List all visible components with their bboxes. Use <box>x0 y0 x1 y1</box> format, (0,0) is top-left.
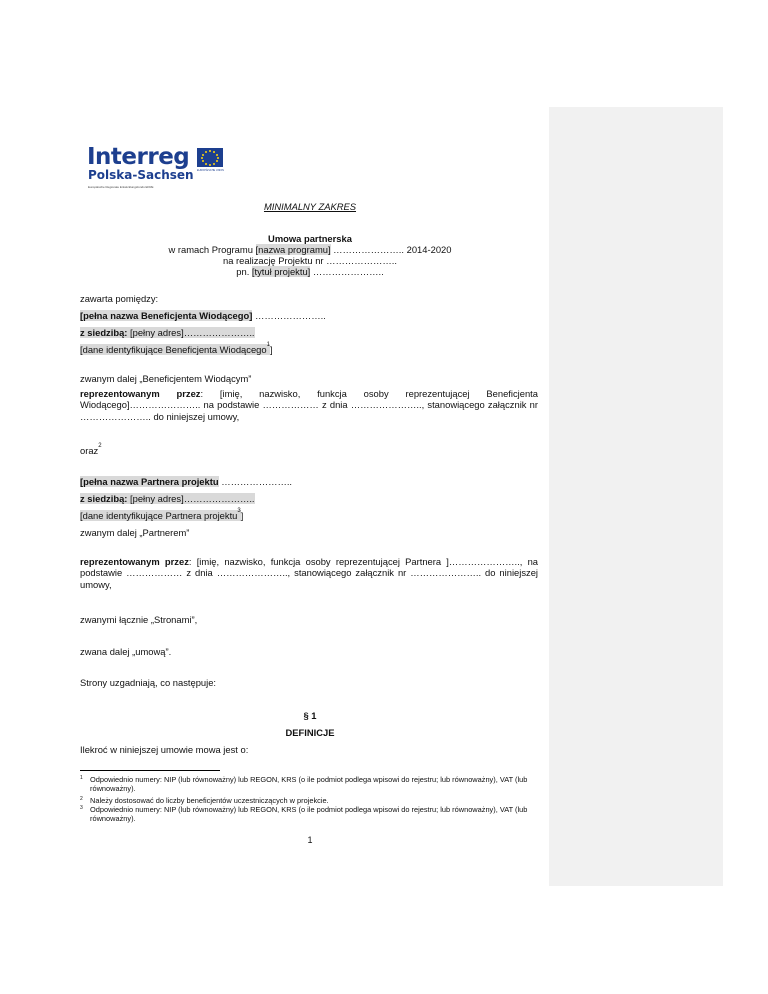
section-number: § 1 <box>303 710 317 721</box>
lead-beneficiary-called: zwanym dalej „Beneficjentem Wiodącym” <box>80 373 252 384</box>
project-title-line: pn. [tytuł projektu] ………………….. <box>236 266 384 277</box>
eu-flag-icon <box>197 148 223 167</box>
partner-ident: [dane identyfikujące Partnera projektu$^3$] <box>80 507 244 521</box>
lead-beneficiary-ident: [dane identyfikujące Beneficjenta Wiodącego$^1$] <box>80 341 273 355</box>
comment-pane <box>549 107 723 886</box>
concluded-between: zawarta pomiędzy: <box>80 293 159 304</box>
logo-brand: Interreg <box>87 144 190 170</box>
lead-beneficiary-name: [pełna nazwa Beneficjenta Wiodącego] ………………….. <box>80 310 326 321</box>
partner-name: [pełna nazwa Partnera projektu ………………….. <box>80 476 293 487</box>
page-number: 1 <box>307 835 313 845</box>
doc-heading: MINIMALNY ZAKRES <box>263 201 357 212</box>
partner-representation: reprezentowanym przez: [imię, nazwisko, funkcja osoby reprezentującej Partnera ]………………….., na podstawie ……………… z dnia ………………….., stanowiącego załącznik nr ………………….. do niniejszej umowy, <box>80 556 538 590</box>
jointly-called: zwanymi łącznie „Stronami”, <box>80 614 198 625</box>
partner-called: zwanym dalej „Partnerem” <box>80 527 190 538</box>
document-page: Interreg Polska-Sachsen Europäische Regionale Entwicklungsfonds EFRE EUROPÄISCHE UNION MINIMALNY ZAKRES Umowa partnerska w ramach Programu [nazwa programu] ………………….. 2014-2020 na realizację Projektu nr ………………….. pn. [tytuł projektu] ………………….. zawarta pomiędzy: [pełna nazwa Beneficjenta Wiodącego] ………………….. z siedzibą: [pełny adres]………………….. [dane identyfikujące Beneficjenta Wiodącego$^1$] zwanym dalej „Beneficjentem Wiodącym” reprezentowanym przez: [imię, nazwisko, funkcja osoby reprezentującej Beneficjenta Wiodącego]………………….. na podstawie ……………… z dnia ………………….., stanowiącego załącznik nr ………………….. do niniejszej umowy, oraz$^2$ [pełna nazwa Partnera projektu ………………….. z siedzibą: [pełny adres]………………….. [dane identyfikujące Partnera projektu$^3$] zwanym dalej „Partnerem” reprezentowanym przez: [imię, nazwisko, funkcja osoby reprezentującej Partnera ]………………….., na podstawie ……………… z dnia ………………….., stanowiącego załącznik nr ………………….. do niniejszej umowy, zwanymi łącznie „Stronami”, zwana dalej „umową”. Strony uzgadniają, co następuje: § 1 DEFINICJE Ilekroć w niniejszej umowie mowa jest o: 1 Odpowiednio numery: NIP (lub równoważny) lub REGON, KRS (o ile podmiot podlega wpisowi do rejestru; lub równoważny), VAT (lub równoważny). 2 Należy dostosować do liczby beneficjentów uczestniczących w projekcie. 3 Odpowiednio numery: NIP (lub równoważny) lub REGON, KRS (o ile podmiot podlega wpisowi do rejestru; lub równoważny), VAT (lub równoważny). 1 <box>0 0 768 994</box>
logo-region: Polska-Sachsen <box>88 168 194 182</box>
eu-caption: EUROPÄISCHE UNION <box>197 169 224 172</box>
hereinafter-called: zwana dalej „umową”. <box>80 646 172 657</box>
parties-agree: Strony uzgadniają, co następuje: <box>80 677 217 688</box>
definitions-intro: Ilekroć w niniejszej umowie mowa jest o: <box>80 744 249 755</box>
section-title: DEFINICJE <box>285 727 335 738</box>
partner-seat: z siedzibą: [pełny adres]………………….. <box>80 493 255 504</box>
and-conjunction: oraz$^2$ <box>80 442 102 456</box>
lead-beneficiary-seat: z siedzibą: [pełny adres]………………….. <box>80 327 255 338</box>
program-line: w ramach Programu [nazwa programu] ………………….. 2014-2020 <box>168 244 452 255</box>
interreg-logo <box>87 144 227 194</box>
footnote-separator <box>80 770 220 771</box>
project-number-line: na realizację Projektu nr ………………….. <box>222 255 397 266</box>
doc-title: Umowa partnerska <box>268 233 352 244</box>
lead-representation: reprezentowanym przez: [imię, nazwisko, funkcja osoby reprezentującej Beneficjenta Wiodącego]………………….. na podstawie ……………… z dnia ………………….., stanowiącego załącznik nr ………………….. do niniejszej umowy, <box>80 388 538 422</box>
logo-tagline: Europäische Regionale Entwicklungsfonds EFRE <box>88 185 154 189</box>
